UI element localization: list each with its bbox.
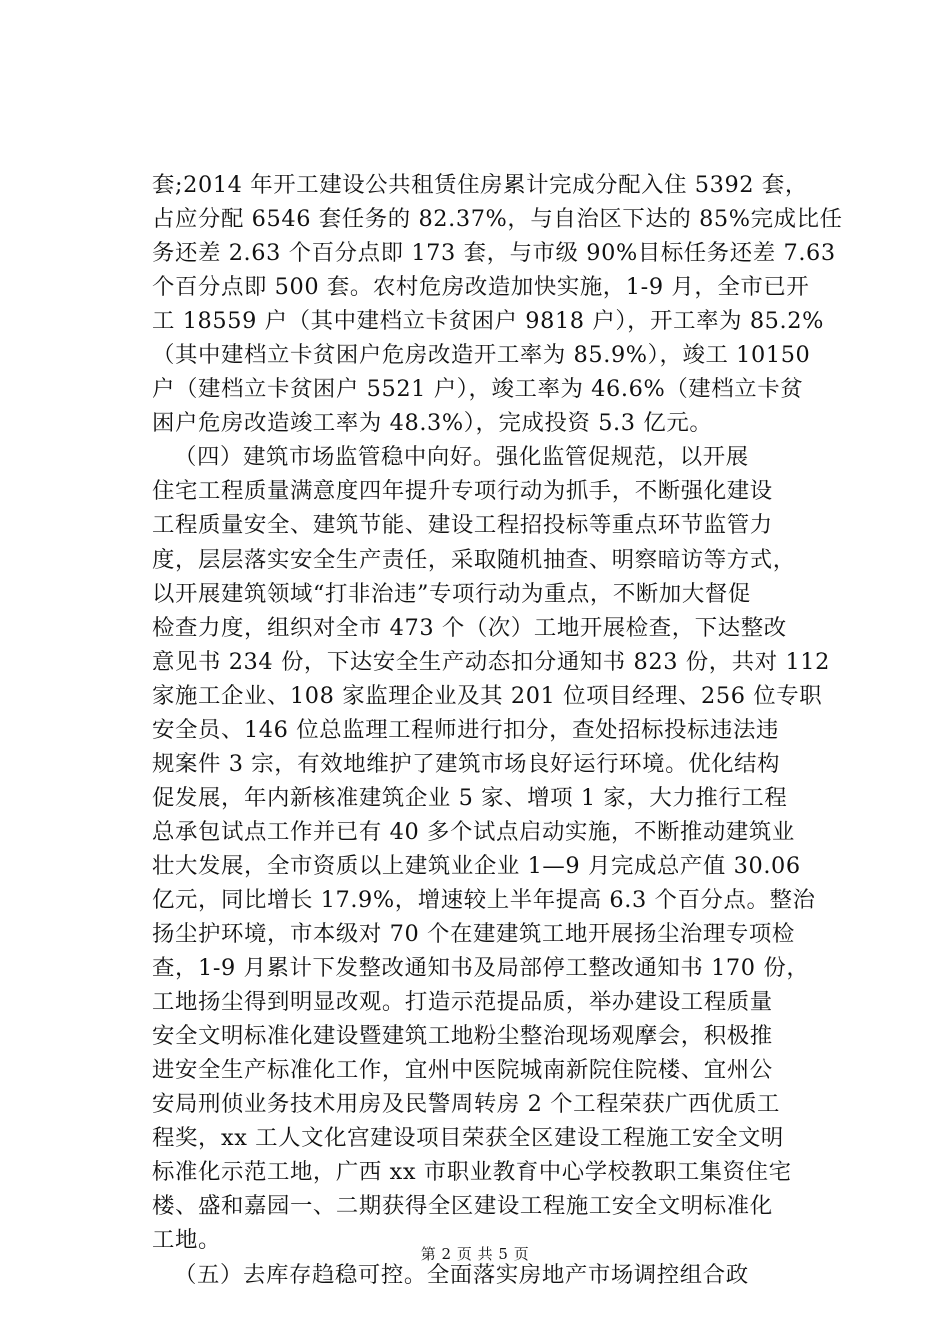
text-line: 规案件 3 宗，有效地维护了建筑市场良好运行环境。优化结构 (152, 750, 781, 777)
text-line: 程奖，xx 工人文化宫建设项目荣获全区建设工程施工安全文明 (152, 1125, 784, 1152)
text-line: 总承包试点工作并已有 40 多个试点启动实施，不断推动建筑业 (152, 818, 795, 845)
text-line: 户（建档立卡贫困户 5521 户），竣工率为 46.6%（建档立卡贫 (152, 376, 804, 403)
section-heading-line: （五）去库存趋稳可控。全面落实房地产市场调控组合政 (174, 1261, 749, 1288)
text-line: 亿元，同比增长 17.9%，增速较上半年提高 6.3 个百分点。整治 (152, 886, 816, 913)
text-line: 安局刑侦业务技术用房及民警周转房 2 个工程荣获广西优质工 (152, 1091, 781, 1118)
text-line: 占应分配 6546 套任务的 82.37%，与自治区下达的 85%完成比任 (152, 206, 843, 233)
body-text (152, 168, 843, 1292)
text-line: 务还差 2.63 个百分点即 173 套，与市级 90%目标任务还差 7.63 (152, 240, 836, 267)
text-line: 安全员、146 位总监理工程师进行扣分，查处招标投标违法违 (152, 716, 780, 743)
text-line: 查，1-9 月累计下发整改通知书及局部停工整改通知书 170 份， (152, 955, 810, 982)
text-line: 以开展建筑领域“打非治违”专项行动为重点，不断加大督促 (152, 580, 751, 607)
text-line: 住宅工程质量满意度四年提升专项行动为抓手，不断强化建设 (152, 478, 773, 505)
text-line: 家施工企业、108 家监理企业及其 201 位项目经理、256 位专职 (152, 682, 823, 709)
section-heading-line: （四）建筑市场监管稳中向好。强化监管促规范，以开展 (174, 444, 749, 471)
text-line: 个百分点即 500 套。农村危房改造加快实施，1-9 月，全市已开 (152, 274, 810, 301)
text-line: 度，层层落实安全生产责任，采取随机抽查、明察暗访等方式， (152, 546, 796, 573)
text-line: 标准化示范工地，广西 xx 市职业教育中心学校教职工集资住宅 (152, 1159, 792, 1186)
text-line: 安全文明标准化建设暨建筑工地粉尘整治现场观摩会，积极推 (152, 1023, 773, 1050)
text-line: 工 18559 户（其中建档立卡贫困户 9818 户），开工率为 85.2% (152, 308, 824, 335)
text-line: 进安全生产标准化工作，宜州中医院城南新院住院楼、宜州公 (152, 1057, 773, 1084)
text-line: 工程质量安全、建筑节能、建设工程招投标等重点环节监管力 (152, 512, 773, 539)
text-line: （其中建档立卡贫困户危房改造开工率为 85.9%），竣工 10150 (152, 342, 811, 369)
text-line: 促发展，年内新核准建筑企业 5 家、增项 1 家，大力推行工程 (152, 784, 788, 811)
text-line: 扬尘护环境，市本级对 70 个在建建筑工地开展扬尘治理专项检 (152, 921, 795, 948)
text-line: 意见书 234 份，下达安全生产动态扣分通知书 823 份，共对 112 (152, 648, 830, 675)
text-line: 套;2014 年开工建设公共租赁住房累计完成分配入住 5392 套， (152, 172, 808, 198)
text-line: 壮大发展，全市资质以上建筑业企业 1—9 月完成总产值 30.06 (152, 852, 801, 879)
page-number-footer: 第 2 页 共 5 页 (420, 1245, 530, 1263)
text-line: 工地扬尘得到明显改观。打造示范提品质，举办建设工程质量 (152, 989, 773, 1016)
text-line: 检查力度，组织对全市 473 个（次）工地开展检查，下达整改 (152, 614, 787, 641)
text-line: 困户危房改造竣工率为 48.3%），完成投资 5.3 亿元。 (152, 410, 713, 437)
text-line: 工地。 (152, 1227, 221, 1254)
text-line: 楼、盛和嘉园一、二期获得全区建设工程施工安全文明标准化 (152, 1193, 773, 1220)
